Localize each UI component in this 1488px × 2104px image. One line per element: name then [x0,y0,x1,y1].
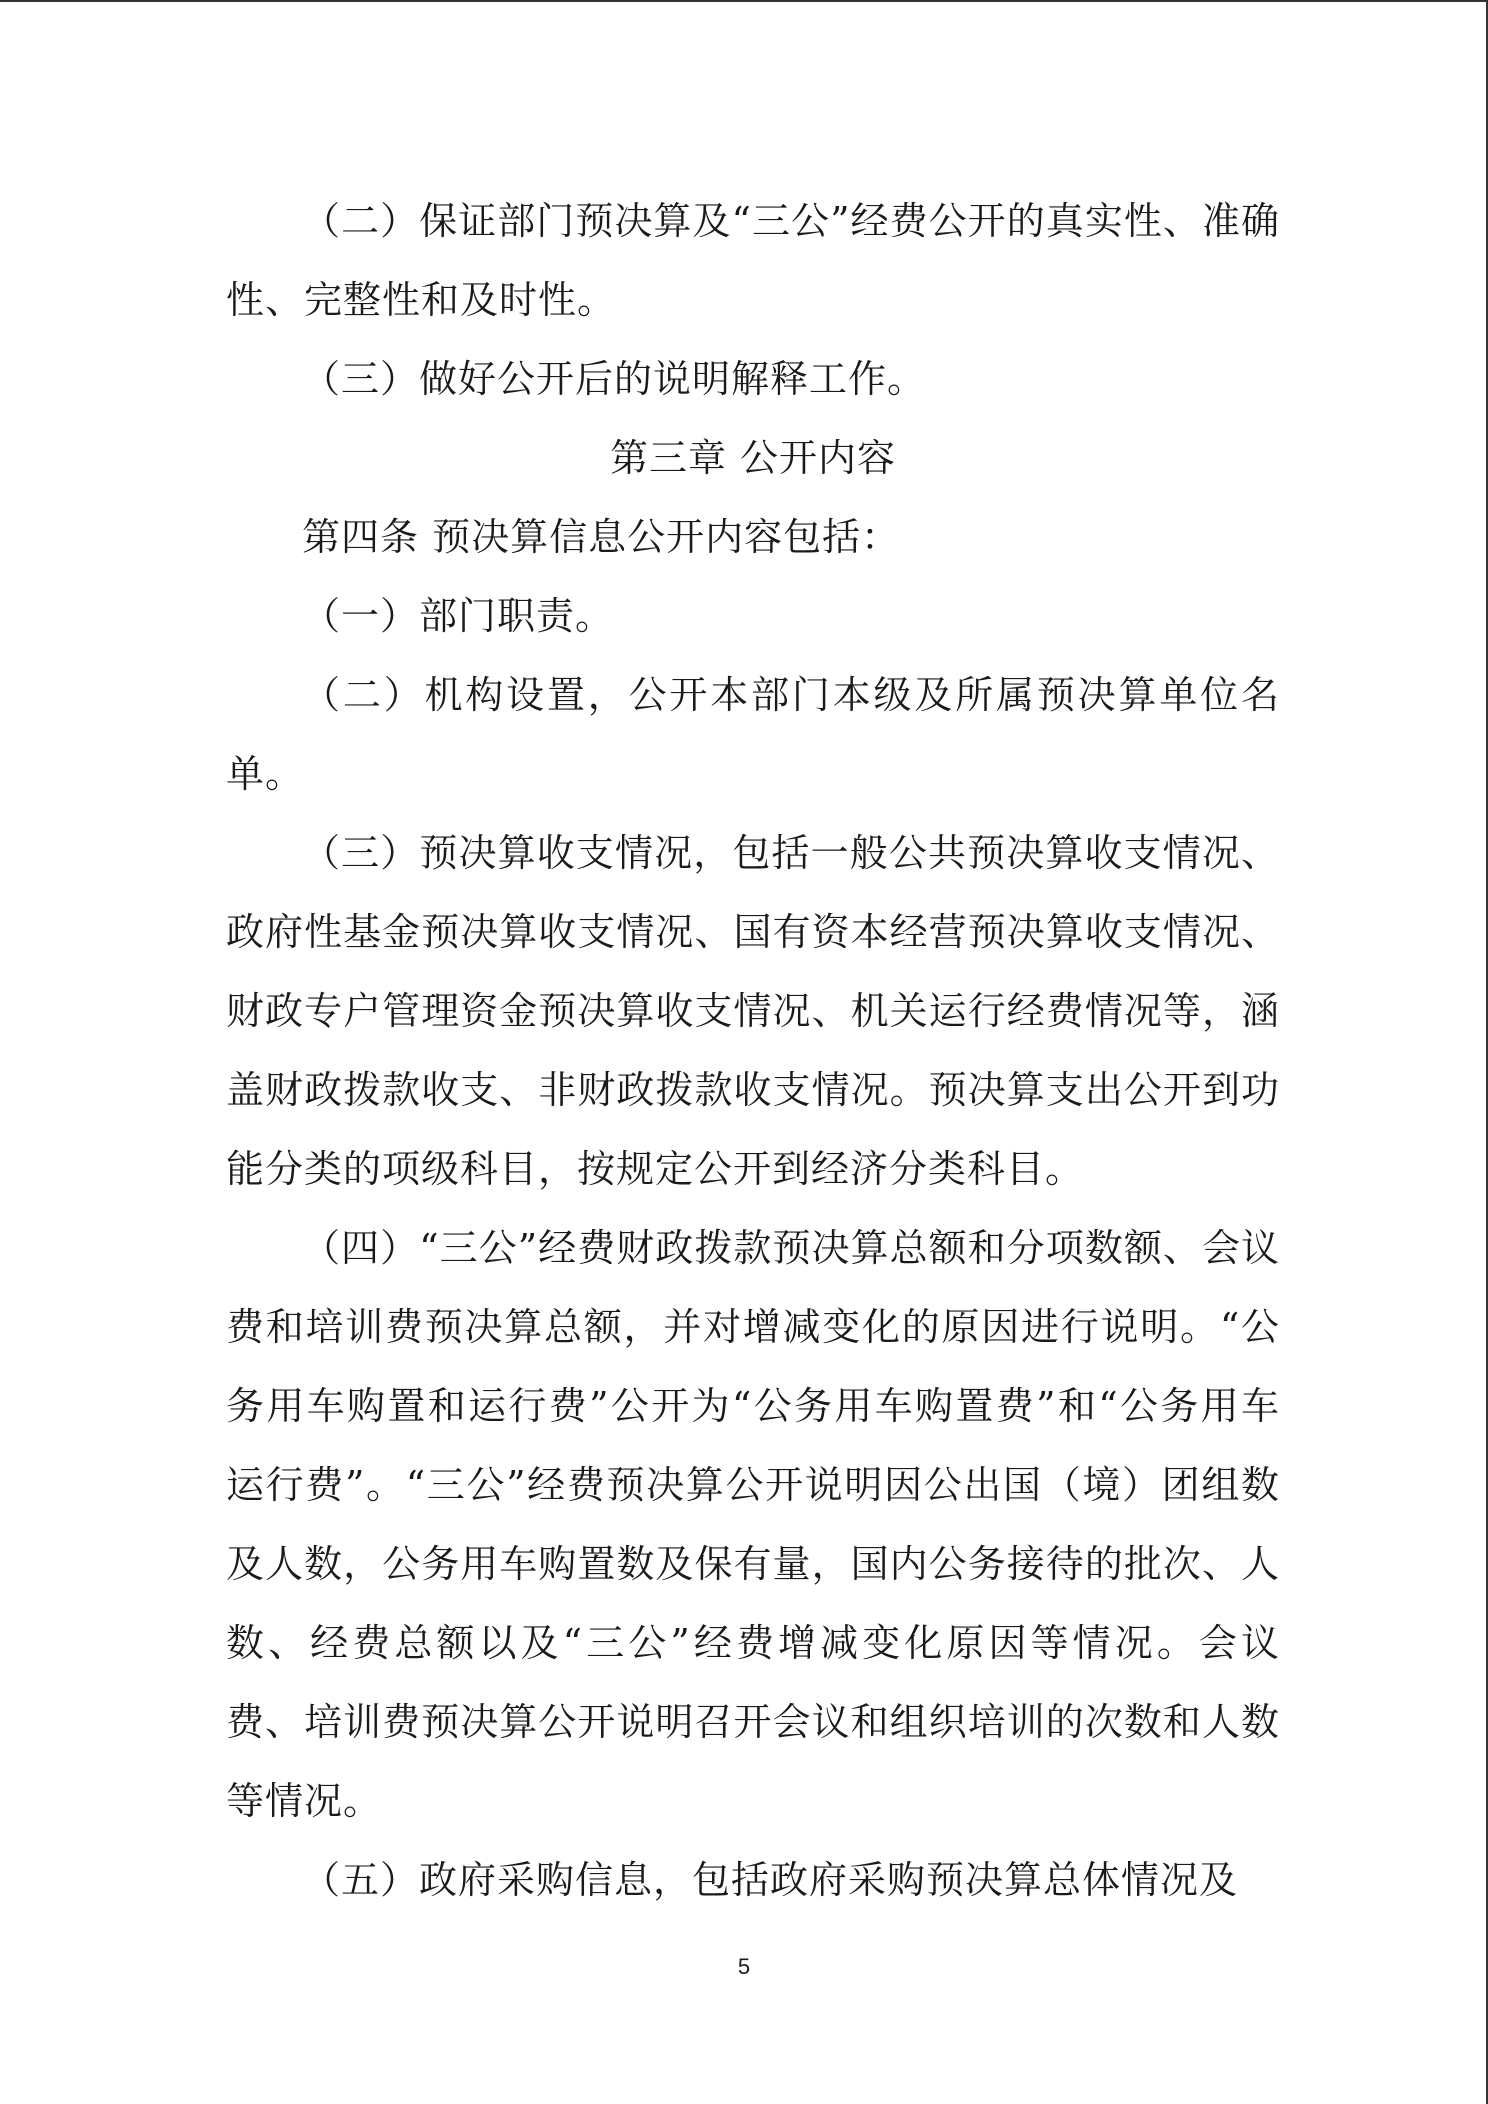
page-number: 5 [737,1954,751,1979]
paragraph-explanation-work: （三）做好公开后的说明解释工作。 [302,357,927,401]
item-budget-revenue-expenditure: （三）预决算收支情况，包括一般公共预决算收支情况、政府性基金预决算收支情况、国有资本经营预决算收支情况、财政专户管理资金预决算收支情况、机关运行经费情况等，涵盖财政拨款收支、非财政拨款收支情况。预决算支出公开到功能分类的项级科目，按规定公开到经济分类科目。 [226,831,1280,1191]
item-department-duties: （一）部门职责。 [302,594,615,638]
item-three-public-expenses: （四）“三公”经费财政拨款预决算总额和分项数额、会议费和培训费预决算总额，并对增减变化的原因进行说明。“公务用车购置和运行费”公开为“公务用车购置费”和“公务用车运行费”。“三公”经费预决算公开说明因公出国（境）团组数及人数，公务用车购置数及保有量，国内公务接待的批次、人数、经费总额以及“三公”经费增减变化原因等情况。会议费、培训费预决算公开说明召开会议和组织培训的次数和人数等情况。 [226,1226,1280,1823]
item-government-procurement: （五）政府采购信息，包括政府采购预决算总体情况及 [302,1858,1239,1902]
item-organization-setup: （二）机构设置，公开本部门本级及所属预决算单位名单。 [226,673,1280,796]
paragraph-guarantee-authenticity: （二）保证部门预决算及“三公”经费公开的真实性、准确性、完整性和及时性。 [226,199,1280,322]
chapter-heading: 第三章 公开内容 [609,436,897,480]
article-four: 第四条 预决算信息公开内容包括： [302,515,901,559]
document-body [226,182,1280,1920]
